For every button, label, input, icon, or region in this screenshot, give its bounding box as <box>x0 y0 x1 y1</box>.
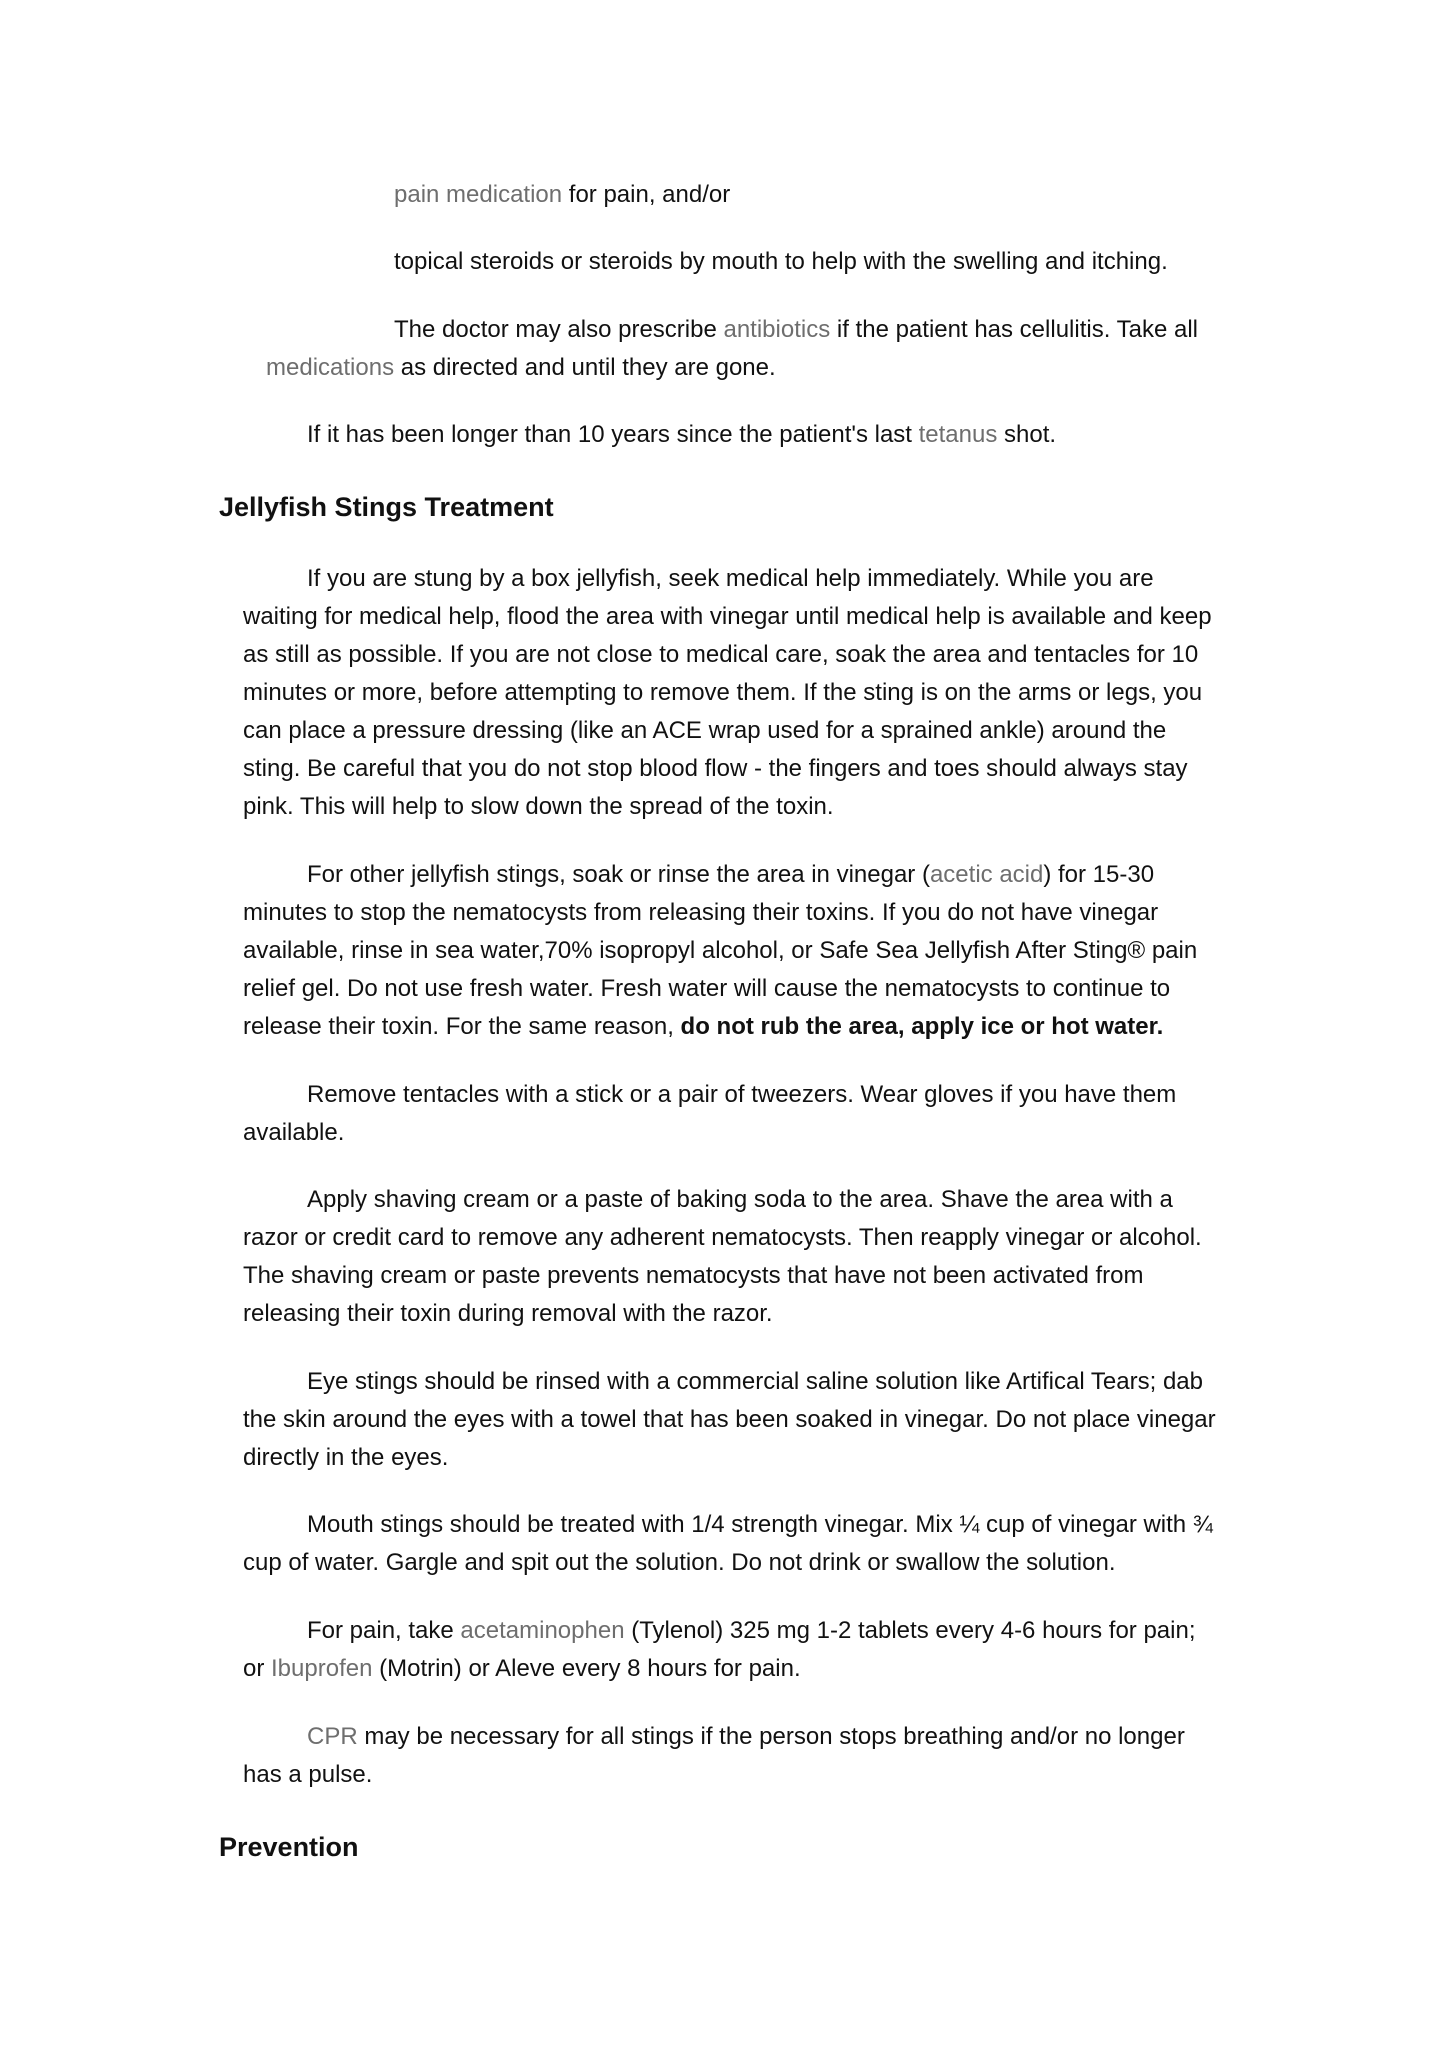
p1-line-5: can place a pressure dressing (like an ACE wrap used for a sprained ankle) around the <box>243 717 1167 744</box>
p2-l5-pre: release their toxin. For the same reason, <box>243 1013 681 1040</box>
p7-line-1 <box>307 1612 1196 1650</box>
p8-line-2: has a pulse. <box>243 1761 373 1788</box>
p2-line-2: minutes to stop the nematocysts from releasing their toxins. If you do not have vinegar <box>243 899 1159 926</box>
p4-line-3: The shaving cream or paste prevents nematocysts that have not been activated from <box>243 1262 1144 1289</box>
p2-line-1 <box>307 856 1154 894</box>
intro-item3-mid: if the patient has cellulitis. Take all <box>830 316 1198 343</box>
p1-line-6: sting. Be careful that you do not stop blood flow - the fingers and toes should always stay <box>243 755 1188 782</box>
p2-l1-post: ) for 15-30 <box>1043 861 1155 888</box>
heading-prevention: Prevention <box>219 1832 359 1862</box>
p8-line-1 <box>307 1718 1185 1756</box>
heading-jellyfish-stings-treatment: Jellyfish Stings Treatment <box>219 492 554 522</box>
link-pain-medication[interactable]: pain medication <box>394 181 563 208</box>
intro-item3-pre: The doctor may also prescribe <box>394 316 724 343</box>
p5-line-1: Eye stings should be rinsed with a commercial saline solution like Artifical Tears; dab <box>307 1368 1203 1395</box>
link-tetanus[interactable]: tetanus <box>918 421 998 448</box>
link-cpr[interactable]: CPR <box>307 1723 358 1750</box>
p1-line-4: minutes or more, before attempting to remove them. If the sting is on the arms or legs, you <box>243 679 1203 706</box>
p5-line-2: the skin around the eyes with a towel that has been soaked in vinegar. Do not place vinegar <box>243 1406 1216 1433</box>
p6-line-1: Mouth stings should be treated with 1/4 strength vinegar. Mix ¼ cup of vinegar with ¾ <box>307 1511 1213 1538</box>
intro-item3-post: as directed and until they are gone. <box>394 354 776 381</box>
p2-line-3: available, rinse in sea water,70% isopropyl alcohol, or Safe Sea Jellyfish After Sting® pain <box>243 937 1198 964</box>
p3-line-1: Remove tentacles with a stick or a pair of tweezers. Wear gloves if you have them <box>307 1081 1177 1108</box>
p4-line-2: razor or credit card to remove any adherent nematocysts. Then reapply vinegar or alcohol. <box>243 1224 1202 1251</box>
intro-item1-text: for pain, and/or <box>562 181 731 208</box>
intro-item-pain-medication <box>394 176 730 214</box>
p1-line-1: If you are stung by a box jellyfish, seek medical help immediately. While you are <box>307 565 1154 592</box>
link-medications[interactable]: medications <box>266 354 395 381</box>
p7-l2-post: (Motrin) or Aleve every 8 hours for pain. <box>372 1655 801 1682</box>
p6-line-2: cup of water. Gargle and spit out the solution. Do not drink or swallow the solution. <box>243 1549 1116 1576</box>
p2-l1-pre: For other jellyfish stings, soak or rinse the area in vinegar ( <box>307 861 930 888</box>
p7-l1-pre: For pain, take <box>307 1617 461 1644</box>
link-acetic-acid[interactable]: acetic acid <box>929 861 1044 888</box>
p2-l5-bold-warning: do not rub the area, apply ice or hot water. <box>680 1013 1164 1040</box>
p7-l2-pre: or <box>243 1655 272 1682</box>
intro-item-antibiotics-line1 <box>394 311 1198 349</box>
p1-line-7: pink. This will help to slow down the spread of the toxin. <box>243 793 834 820</box>
intro-item-steroids: topical steroids or steroids by mouth to help with the swelling and itching. <box>394 248 1168 275</box>
link-ibuprofen[interactable]: Ibuprofen <box>271 1655 373 1682</box>
intro-item4-post: shot. <box>997 421 1057 448</box>
p7-l1-post: (Tylenol) 325 mg 1-2 tablets every 4-6 hours for pain; <box>624 1617 1196 1644</box>
p5-line-3: directly in the eyes. <box>243 1444 449 1471</box>
link-antibiotics[interactable]: antibiotics <box>723 316 831 343</box>
p3-line-2: available. <box>243 1119 345 1146</box>
p4-line-4: releasing their toxin during removal with the razor. <box>243 1300 773 1327</box>
p1-line-3: as still as possible. If you are not close to medical care, soak the area and tentacles for 10 <box>243 641 1199 668</box>
p1-line-2: waiting for medical help, flood the area with vinegar until medical help is available and keep <box>243 603 1212 630</box>
p8-l1-post: may be necessary for all stings if the person stops breathing and/or no longer <box>357 1723 1185 1750</box>
intro-item-tetanus <box>307 416 1056 454</box>
p2-line-5 <box>243 1008 1163 1046</box>
link-acetaminophen[interactable]: acetaminophen <box>460 1617 625 1644</box>
p7-line-2 <box>243 1650 801 1688</box>
intro-item-antibiotics-line2 <box>266 349 776 387</box>
p2-line-4: relief gel. Do not use fresh water. Fresh water will cause the nematocysts to continue to <box>243 975 1171 1002</box>
p4-line-1: Apply shaving cream or a paste of baking soda to the area. Shave the area with a <box>307 1186 1173 1213</box>
intro-item4-pre: If it has been longer than 10 years since the patient's last <box>307 421 919 448</box>
